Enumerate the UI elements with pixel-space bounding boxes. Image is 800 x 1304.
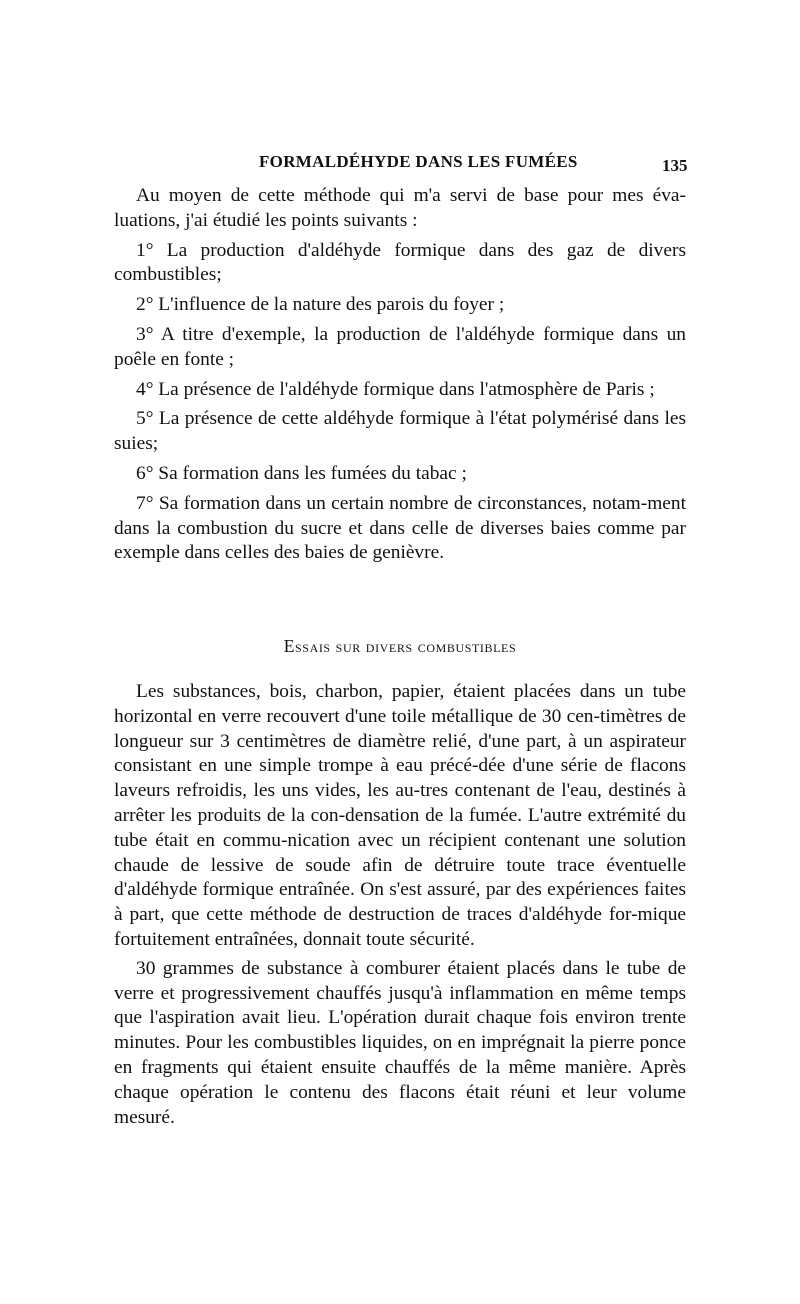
section-heading <box>0 636 800 657</box>
list-item: 2° L'influence de la nature des parois du foyer ; <box>136 294 505 316</box>
list-item: 4° La présence de l'aldéhyde formique dans l'atmosphère de Paris ; <box>136 378 655 400</box>
section-body <box>114 680 686 1134</box>
intro-paragraph: Au moyen de cette méthode qui m'a servi de base pour mes éva-luations, j'ai étudié les points suivants : <box>114 185 686 231</box>
list-item: 7° Sa formation dans un certain nombre de circonstances, notam-ment dans la combustion du sucre et dans celle de diverses baies comme par exemple dans celles des baies de genièvre. <box>114 492 686 564</box>
list-item: 3° A titre d'exemple, la production de l'aldéhyde formique dans un poêle en fonte ; <box>114 323 686 370</box>
list-item: 5° La présence de cette aldéhyde formique à l'état polymérisé dans les suies; <box>114 408 686 455</box>
page-number: 135 <box>662 156 688 175</box>
list-item: 6° Sa formation dans les fumées du tabac ; <box>136 462 467 484</box>
running-title: FORMALDÉHYDE DANS LES FUMÉES <box>259 152 578 171</box>
list-item: 1° La production d'aldéhyde formique dans des gaz de divers combustibles; <box>114 239 686 286</box>
body-paragraph: Les substances, bois, charbon, papier, étaient placées dans un tube horizontal en verre recouvert d'une toile métallique de 30 cen-timètres de longueur sur 3 centimètres de diamètre relié, d'une part, à un aspirateur consistant en une simple trompe à eau précé-dée d'une série de flacons laveurs refroidis, les uns vides, les au-tres contenant de l'eau, destinés à arrêter les produits de la con-densation de la fumée. L'autre extrémité du tube était en commu-nication avec un récipient contenant une solution chaude de lessive de soude afin de détruire toute trace éventuelle d'aldéhyde formique entraînée. On s'est assuré, par des expériences faites à part, que cette méthode de destruction de traces d'aldéhyde for-mique fortuitement entraînées, donnait toute sécurité. <box>114 681 686 950</box>
body-paragraph: 30 grammes de substance à comburer étaient placés dans le tube de verre et progressivement chauffés jusqu'à inflammation en même temps que l'aspiration avait lieu. L'opération durait chaque fois environ trente minutes. Pour les combustibles liquides, on en imprégnait la pierre ponce en fragments qui étaient ensuite chauffés de la même manière. Après chaque opération le contenu des flacons était réuni et leur volume mesuré. <box>114 957 686 1128</box>
intro-and-list <box>114 184 686 571</box>
section-heading-text: Essais sur divers combustibles <box>283 636 517 656</box>
